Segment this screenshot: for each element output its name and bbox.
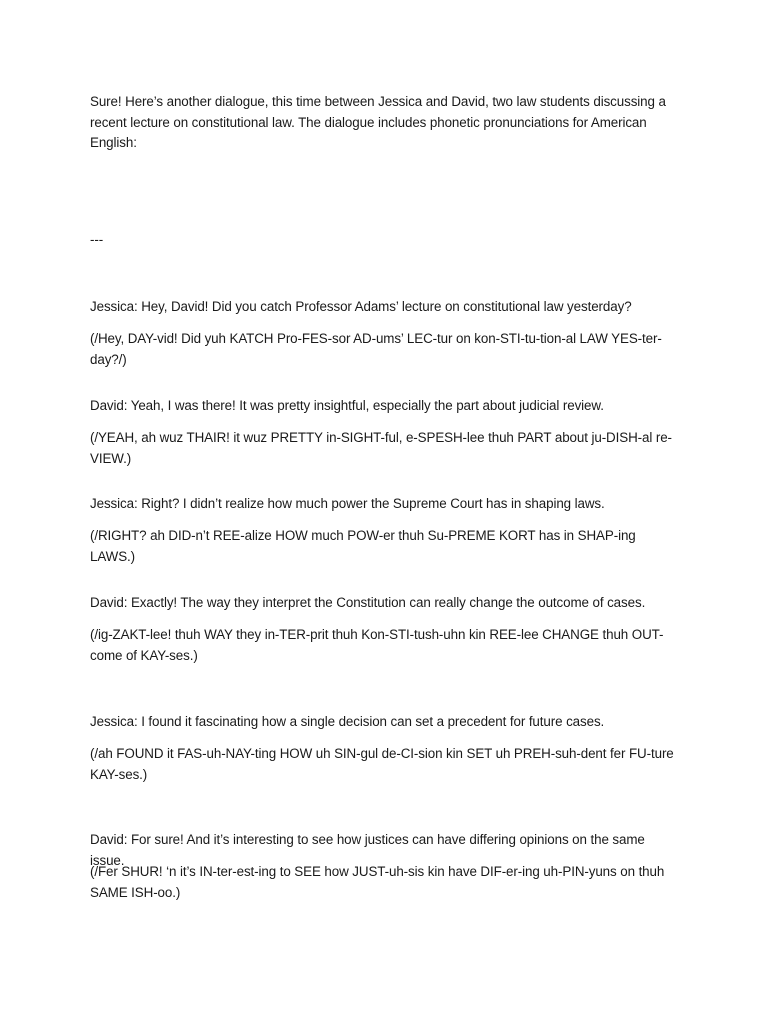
dialogue-line: David: For sure! And it’s interesting to see how justices can have differing opinions on the same issue. [90,832,645,868]
dialogue-line: Jessica: I found it fascinating how a single decision can set a precedent for future cases. [90,714,605,729]
phonetic-line: (/Fer SHUR! ‘n it’s IN-ter-est-ing to SEE how JUST-uh-sis kin have DIF-er-ing uh-PIN-yuns on thuh SAME ISH-oo.) [90,864,665,900]
phonetic-line: (/ig-ZAKT-lee! thuh WAY they in-TER-prit thuh Kon-STI-tush-uhn kin REE-lee CHANGE thuh OUT-come of KAY-ses.) [90,627,664,663]
dialogue-line: Jessica: Hey, David! Did you catch Professor Adams’ lecture on constitutional law yesterday? [90,299,632,314]
dialogue-line: David: Exactly! The way they interpret the Constitution can really change the outcome of cases. [90,595,646,610]
dialogue-line: David: Yeah, I was there! It was pretty insightful, especially the part about judicial review. [90,398,604,413]
phonetic-line: (/YEAH, ah wuz THAIR! it wuz PRETTY in-SIGHT-ful, e-SPESH-lee thuh PART about ju-DISH-al re-VIEW.) [90,430,672,466]
intro-paragraph: Sure! Here’s another dialogue, this time between Jessica and David, two law students discussing a recent lecture on constitutional law. The dialogue includes phonetic pronunciations for American English: [90,94,666,150]
phonetic-line: (/Hey, DAY-vid! Did yuh KATCH Pro-FES-sor AD-ums’ LEC-tur on kon-STI-tu-tion-al LAW YES-ter-day?/) [90,331,662,367]
phonetic-line: (/ah FOUND it FAS-uh-NAY-ting HOW uh SIN-gul de-CI-sion kin SET uh PREH-suh-dent fer FU-ture KAY-ses.) [90,746,674,782]
dialogue-line: Jessica: Right? I didn’t realize how much power the Supreme Court has in shaping laws. [90,496,605,511]
section-separator: --- [90,232,104,247]
phonetic-line: (/RIGHT? ah DID-n’t REE-alize HOW much POW-er thuh Su-PREME KORT has in SHAP-ing LAWS.) [90,528,636,564]
